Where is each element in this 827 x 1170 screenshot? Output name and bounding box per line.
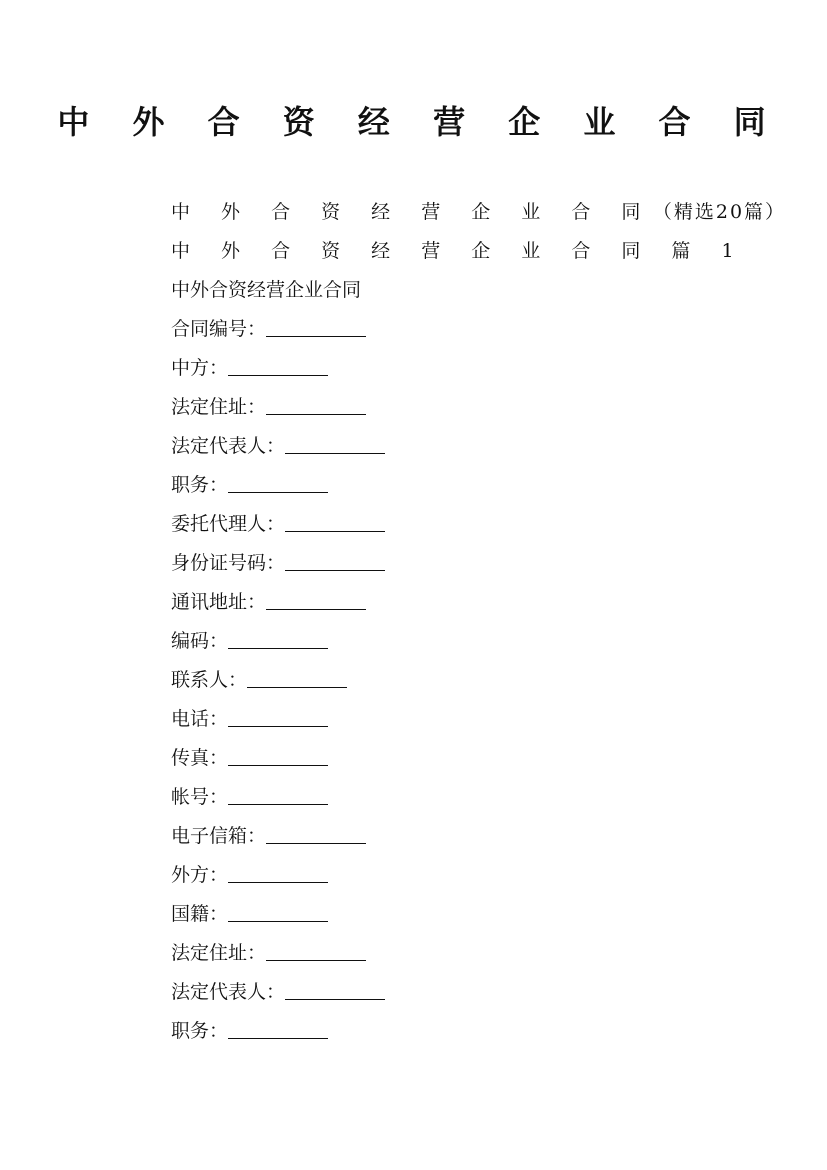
field-row: [171, 427, 731, 466]
field-row: [171, 466, 731, 505]
fill-in-blank[interactable]: [285, 431, 385, 454]
fill-in-blank[interactable]: [247, 665, 347, 688]
field-label: 外方：: [171, 864, 229, 886]
field-label: 职务：: [171, 1020, 229, 1042]
field-label: 通讯地址：: [171, 591, 267, 613]
field-label: 法定住址：: [171, 396, 267, 418]
heading-part: [171, 232, 736, 271]
field-row: [171, 310, 731, 349]
field-row: [171, 739, 731, 778]
fill-in-blank[interactable]: [266, 938, 366, 961]
heading-part-text: 中 外 合 资 经 营 企 业 合 同 篇: [171, 240, 703, 262]
fill-in-blank[interactable]: [285, 977, 385, 1000]
fill-in-blank[interactable]: [228, 743, 328, 766]
fill-in-blank[interactable]: [285, 509, 385, 532]
field-label: 合同编号：: [171, 318, 267, 340]
field-label: 电话：: [171, 708, 229, 730]
field-label: 国籍：: [171, 903, 229, 925]
field-row: [171, 349, 731, 388]
field-row: [171, 583, 731, 622]
field-row: [171, 856, 731, 895]
heading-main-suffix: （精选20篇）: [652, 201, 787, 223]
field-label: 职务：: [171, 474, 229, 496]
fill-in-blank[interactable]: [266, 587, 366, 610]
field-row: [171, 622, 731, 661]
heading-main-text: 中 外 合 资 经 营 企 业 合 同: [171, 201, 653, 223]
field-label: 中方：: [171, 357, 229, 379]
document-body: [171, 193, 787, 1051]
fill-in-blank[interactable]: [266, 821, 366, 844]
fill-in-blank[interactable]: [228, 470, 328, 493]
field-label: 帐号：: [171, 786, 229, 808]
field-row: [171, 973, 731, 1012]
field-label: 法定代表人：: [171, 981, 286, 1003]
field-label: 委托代理人：: [171, 513, 286, 535]
field-row: [171, 817, 731, 856]
heading-main: [171, 193, 787, 232]
field-row: [171, 505, 731, 544]
fill-in-blank[interactable]: [285, 548, 385, 571]
fill-in-blank[interactable]: [266, 392, 366, 415]
field-row: [171, 934, 731, 973]
fill-in-blank[interactable]: [228, 782, 328, 805]
heading-part-number: 1: [721, 240, 736, 262]
fill-in-blank[interactable]: [228, 860, 328, 883]
field-label: 编码：: [171, 630, 229, 652]
fill-in-blank[interactable]: [228, 704, 328, 727]
fill-in-blank[interactable]: [228, 899, 328, 922]
fill-in-blank[interactable]: [228, 1016, 328, 1039]
field-label: 传真：: [171, 747, 229, 769]
field-label: 联系人：: [171, 669, 248, 691]
field-row: [171, 895, 731, 934]
field-row: [171, 388, 731, 427]
field-row: [171, 700, 731, 739]
field-label: 法定住址：: [171, 942, 267, 964]
fill-in-blank[interactable]: [266, 314, 366, 337]
field-label: 电子信箱：: [171, 825, 267, 847]
field-row: [171, 544, 731, 583]
field-row: [171, 778, 731, 817]
document-title: 中 外 合 资 经 营 企 业 合 同: [57, 103, 782, 141]
fill-in-blank[interactable]: [228, 353, 328, 376]
fill-in-blank[interactable]: [228, 626, 328, 649]
field-label: 身份证号码：: [171, 552, 286, 574]
field-row: [171, 1012, 731, 1051]
field-row: [171, 661, 731, 700]
contract-name: 中外合资经营企业合同: [171, 279, 362, 301]
field-label: 法定代表人：: [171, 435, 286, 457]
